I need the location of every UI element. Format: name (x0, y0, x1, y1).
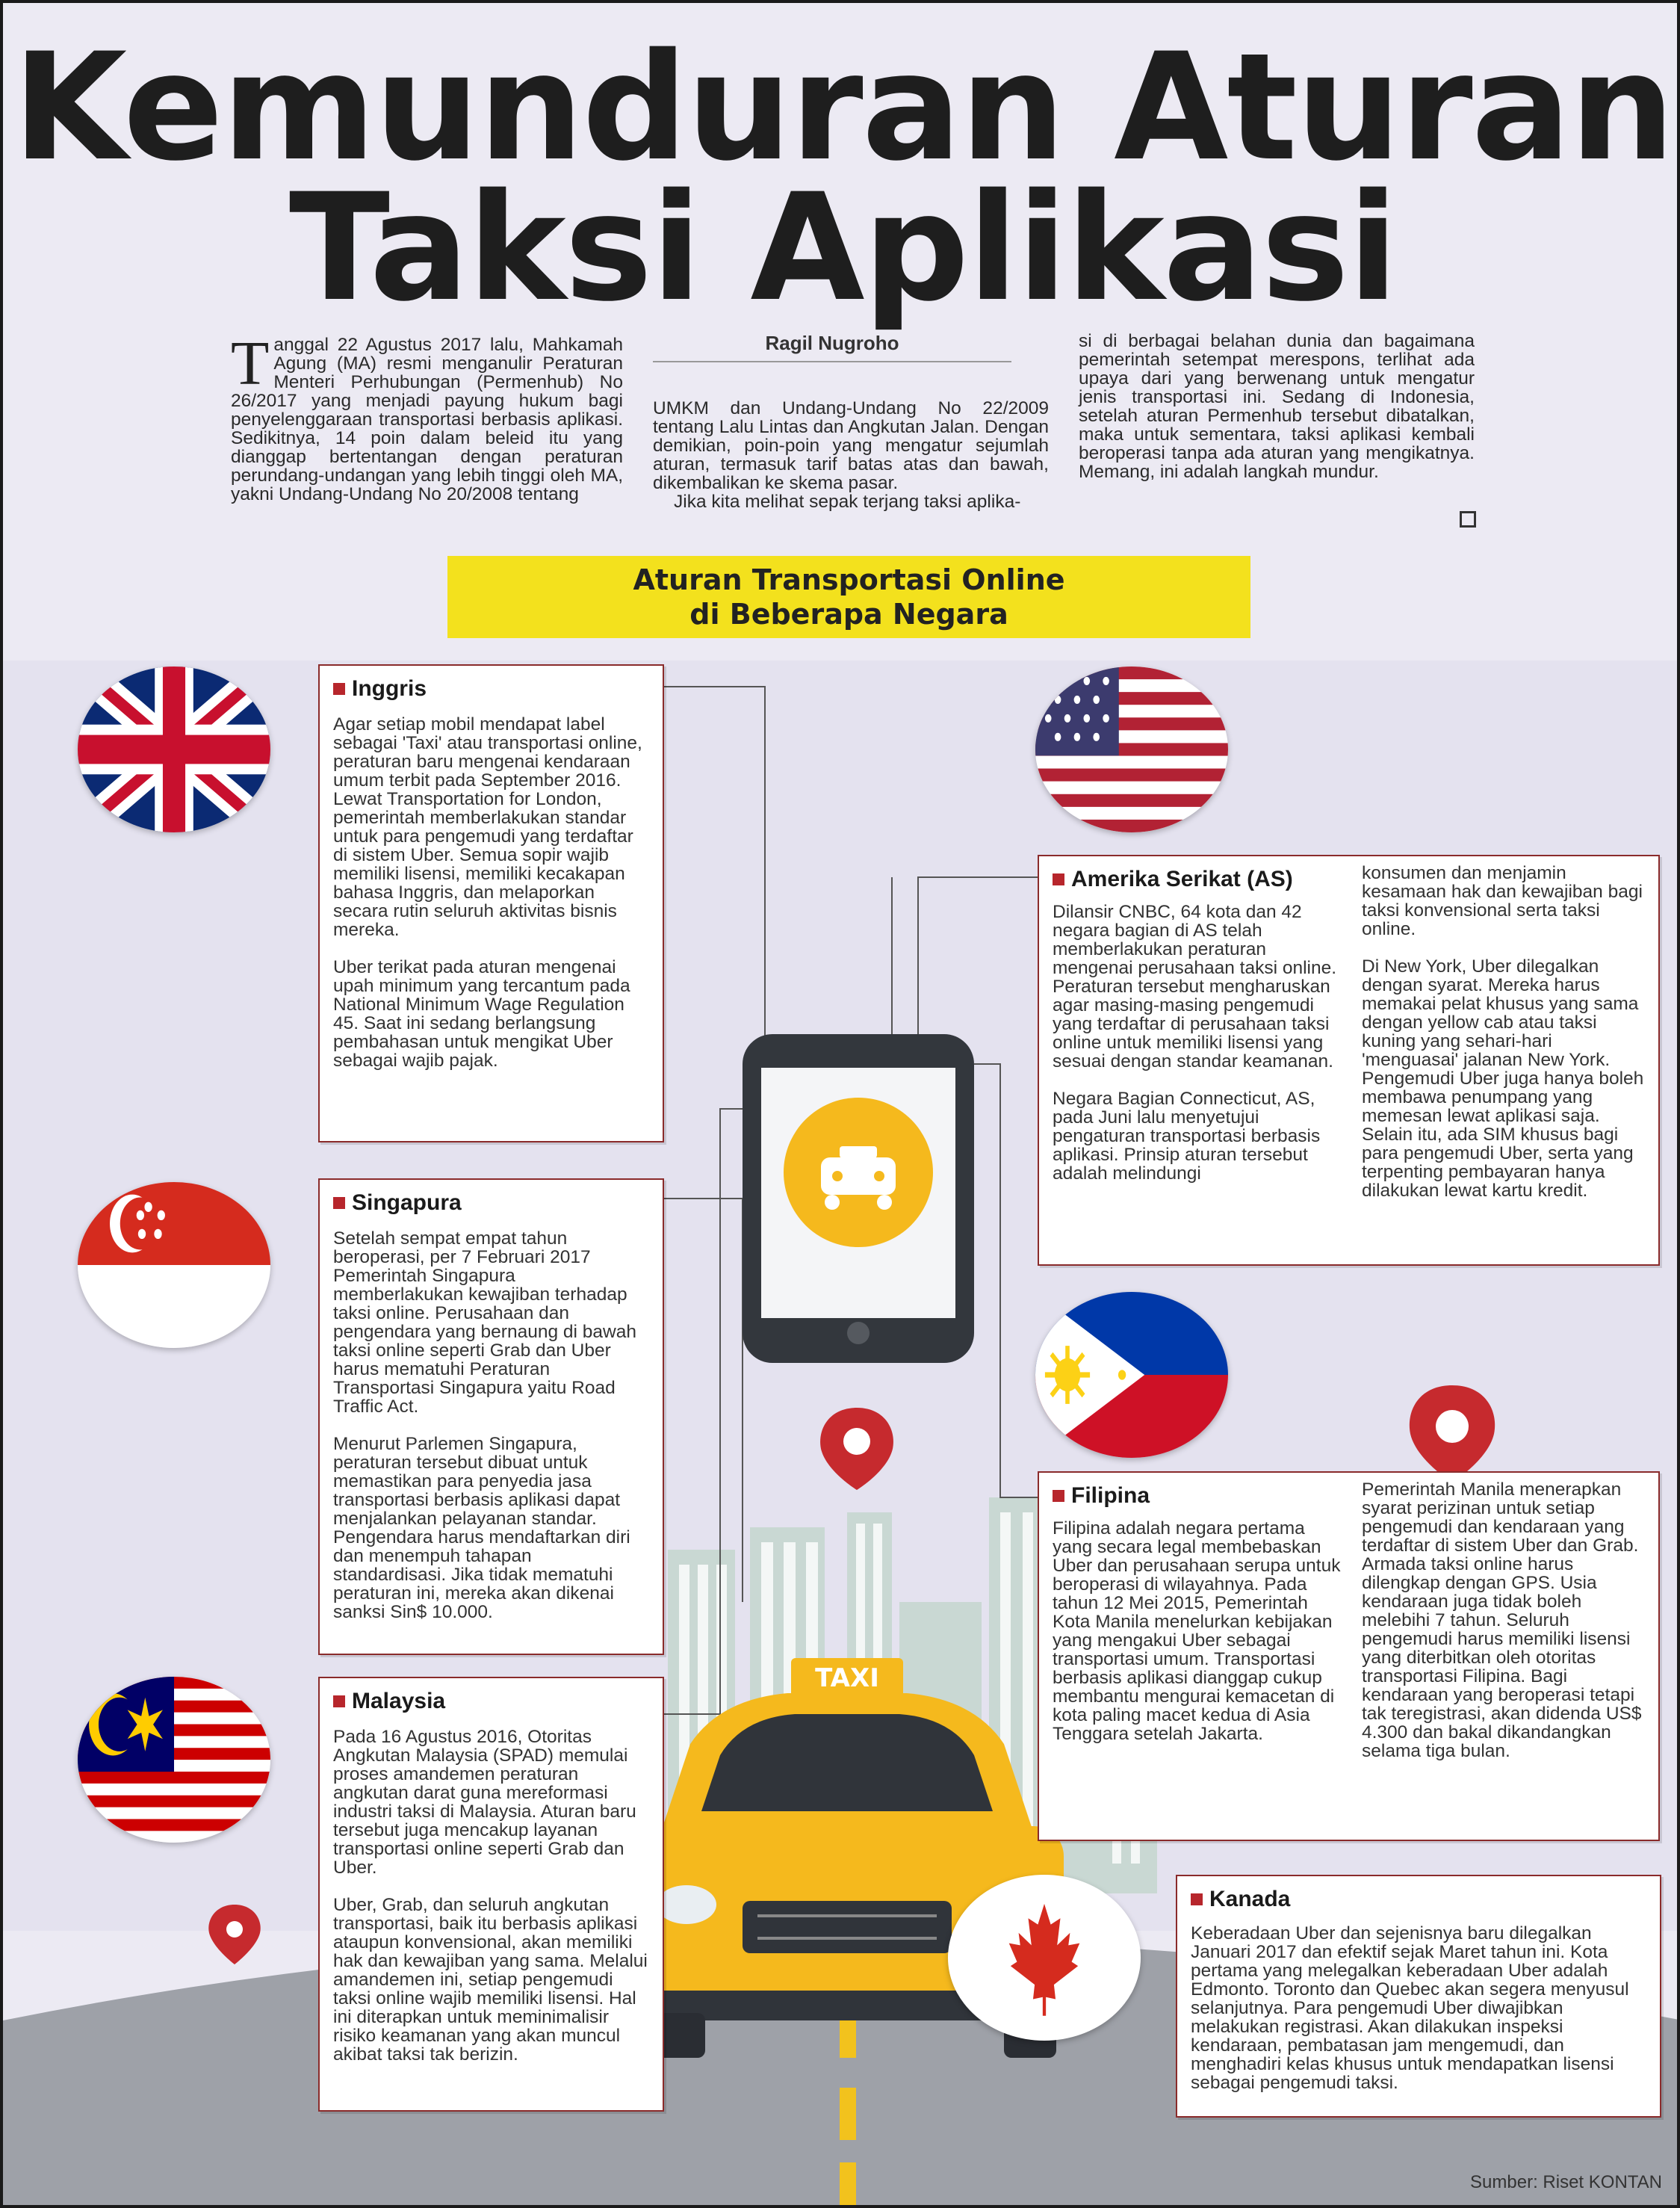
country-name: Kanada (1209, 1887, 1291, 1911)
card-paragraph: Setelah sempat empat tahun beroperasi, per 7 Februari 2017 Pemerintah Singapura memberlakukan kewajiban terhadap taksi online. Perusahaan dan pengendara yang bernaung di bawah taksi online seperti Grab dan Uber harus mematuhi Peraturan Transportasi Singapura yaitu Road Traffic Act. (333, 1228, 636, 1417)
malaysia-flag-icon (78, 1677, 270, 1843)
philippines-flag-icon (1035, 1292, 1228, 1458)
card-paragraph: konsumen dan menjamin kesamaan hak dan kewajiban bagi taksi konvensional serta taksi online. (1362, 863, 1643, 939)
country-heading-philippines (1053, 1483, 1344, 1509)
country-card-canada (1176, 1875, 1661, 2118)
headline-line-2: Taksi Aplikasi (288, 161, 1398, 334)
card-paragraph: Uber, Grab, dan seluruh angkutan transportasi, baik itu berbasis aplikasi ataupun konvensional, akan memiliki hak dan kewajiban yang sama. Melalui amandemen ini, setiap pengemudi taksi online wajib memiliki lisensi. Hal ini diterapkan untuk meminimalisir risiko keamanan yang akan muncul akibat taksi tak berizin. (333, 1895, 648, 2065)
country-card-singapore (318, 1178, 664, 1655)
source-credit: Sumber: Riset KONTAN (1470, 2172, 1662, 2192)
intro-text-1: anggal 22 Agustus 2017 lalu, Mahkamah Agung (MA) resmi menganulir Peraturan Menteri Perhubungan (Permenhub) No 26/2017 yang menjadi payung hukum bagi penyelenggaraan transportasi berbasis aplikasi. Sedikitnya, 14 poin dalam beleid itu yang dianggap bertentangan dengan peraturan perundang-undangan yang lebih tinggi oleh MA, yakni Undang-Undang No 20/2008 tentang (231, 335, 623, 504)
bullet-square-icon (333, 1695, 345, 1707)
intro-text-2b: Jika kita melihat sepak terjang taksi aplika- (674, 492, 1021, 512)
banner-line-2: di Beberapa Negara (689, 598, 1008, 631)
headline-line-1: Kemunduran Aturan (12, 21, 1674, 194)
intro-column-2 (653, 399, 1049, 511)
country-card-malaysia (318, 1677, 664, 2112)
country-heading-usa (1053, 867, 1348, 892)
country-name: Malaysia (352, 1689, 446, 1713)
bullet-square-icon (333, 683, 345, 695)
taxi-sign: TAXI (815, 1663, 879, 1693)
country-heading-singapore (333, 1190, 649, 1216)
card-paragraph: Pada 16 Agustus 2016, Otoritas Angkutan Malaysia (SPAD) memulai proses amandemen peraturan angkutan darat guna mereformasi industri taksi di Malaysia. Aturan baru tersebut juga mencakup layanan transportasi online seperti Grab dan Uber. (333, 1727, 636, 1878)
end-mark (1460, 511, 1476, 528)
card-column-left (1053, 867, 1348, 1183)
card-column-right (1362, 1480, 1649, 1760)
intro-column-3: si di berbagai belahan dunia dan bagaimana pemerintah setempat merespons, terlihat ada upaya dari yang berwenang untuk mengatur jenis transportasi ini. Sedang di Indonesia, setelah aturan Permenhub tersebut dibatalkan, maka untuk sementara, taksi aplikasi kembali beroperasi tanpa ada aturan yang mengikatnya. Memang, ini adalah langkah mundur. (1079, 331, 1475, 482)
bullet-square-icon (333, 1197, 345, 1209)
country-name: Inggris (352, 676, 427, 701)
card-paragraph: Di New York, Uber dilegalkan dengan syarat. Mereka harus memakai pelat khusus yang sama dengan yellow cab atau taksi kuning yang sehari-hari 'menguasai' jalanan New York. Pengemudi Uber juga hanya boleh membawa penumpang yang memesan lewat aplikasi saja. Selain itu, ada SIM khusus bagi para pengemudi Uber, serta yang terpenting pembayaran hanya dilakukan lewat kartu kredit. (1362, 956, 1644, 1201)
drop-cap: T (231, 329, 270, 398)
country-name: Singapura (352, 1190, 462, 1215)
intro-text-2: UMKM dan Undang-Undang No 22/2009 tentang Lalu Lintas dan Angkutan Jalan. Dengan demikian, poin-poin yang mengatur sejumlah aturan, termasuk tarif batas atas dan bawah, dikembalikan ke skema pasar. (653, 398, 1049, 493)
card-paragraph: Uber terikat pada aturan mengenai upah minimum yang tercantum pada National Minimum Wage Regulation 45. Saat ini sedang berlangsung pembahasan untuk mengikat Uber sebagai wajib pajak. (333, 957, 630, 1071)
country-card-usa (1038, 855, 1660, 1266)
country-name: Amerika Serikat (AS) (1071, 867, 1293, 891)
card-paragraph: Agar setiap mobil mendapat label sebagai 'Taxi' atau transportasi online, peraturan baru mengenai kendaraan umum terbit pada September 2016. Lewat Transportation for London, pemerintah memberlakukan standar untuk para pengemudi yang terdaftar di sistem Uber. Semua sopir wajib memiliki lisensi, memiliki kecakapan bahasa Inggris, dan melaporkan secara rutin seluruh aktivitas bisnis mereka. (333, 714, 642, 940)
singapore-flag-icon (78, 1182, 270, 1348)
author-byline: Ragil Nugroho (653, 332, 1011, 362)
card-paragraph: Pemerintah Manila menerapkan syarat perizinan untuk setiap pengemudi dan kendaraan yang terdaftar di sistem Uber dan Grab. Armada taksi online harus dilengkap dengan GPS. Usia kendaraan juga tidak boleh melebihi 7 tahun. Seluruh pengemudi harus memiliki lisensi yang diterbitkan oleh otoritas transportasi Filipina. Bagi kendaraan yang beroperasi tetapi tak teregistrasi, akan didenda US$ 4.300 dan bakal dikandangkan selama tiga bulan. (1362, 1479, 1642, 1761)
card-column-left (1053, 1483, 1344, 1743)
card-paragraph: Menurut Parlemen Singapura, peraturan tersebut dibuat untuk memastikan para penyedia jasa transportasi berbasis aplikasi dapat menjalankan pelayanan standar. Pengendara harus mendaftarkan diri dan menempuh tahapan standardisasi. Jika tidak mematuhi peraturan ini, mereka akan dikenai sanksi Sin$ 10.000. (333, 1434, 630, 1622)
intro-column-1 (231, 329, 623, 504)
country-heading-uk (333, 676, 649, 702)
usa-flag-icon (1035, 667, 1228, 832)
card-paragraph: Dilansir CNBC, 64 kota dan 42 negara bagian di AS telah memberlakukan peraturan mengenai perusahaan taksi online. Peraturan tersebut mengharuskan agar masing-masing pengemudi yang terdaftar di perusahaan taksi online untuk memiliki lisensi yang sesuai dengan standar keamanan. (1053, 902, 1337, 1071)
country-heading-malaysia (333, 1689, 649, 1714)
card-paragraph: Keberadaan Uber dan sejenisnya baru dilegalkan Januari 2017 dan efektif sejak Maret tahun ini. Kota pertama yang melegalkan keberadaan Uber adalah Edmonto. Toronto dan Quebec akan segera menyusul selanjutnya. Para pengemudi Uber diwajibkan melakukan registrasi. Akan dilakukan inspeksi kendaraan, pembatasan jam mengemudi, dan menghadiri kelas khusus untuk mendapatkan lisensi sebagai pengemudi taksi. (1191, 1923, 1629, 2093)
country-name: Filipina (1071, 1483, 1150, 1508)
card-paragraph: Negara Bagian Connecticut, AS, pada Juni lalu menyetujui pengaturan transportasi berbasis aplikasi. Prinsip aturan tersebut adalah melindungi (1053, 1089, 1321, 1184)
uk-flag-icon (78, 667, 270, 832)
banner-line-1: Aturan Transportasi Online (633, 563, 1065, 596)
country-card-philippines (1038, 1471, 1660, 1841)
bullet-square-icon (1191, 1893, 1203, 1905)
bullet-square-icon (1053, 873, 1064, 885)
country-card-uk (318, 664, 664, 1142)
canada-flag-icon (948, 1875, 1141, 2041)
card-paragraph: Filipina adalah negara pertama yang secara legal membebaskan Uber dan perusahaan serupa untuk beroperasi di wilayahnya. Pada tahun 12 Mei 2015, Pemerintah Kota Manila menelurkan kebijakan yang mengakui Uber sebagai transportasi umum. Transportasi berbasis aplikasi dianggap cukup membantu mengurai kemacetan di kota paling macet kedua di Asia Tenggara setelah Jakarta. (1053, 1518, 1341, 1744)
country-heading-canada (1191, 1887, 1646, 1912)
map-pin-icon (208, 1905, 260, 1964)
section-banner (447, 556, 1250, 638)
card-column-right (1362, 864, 1649, 1200)
bullet-square-icon (1053, 1490, 1064, 1502)
